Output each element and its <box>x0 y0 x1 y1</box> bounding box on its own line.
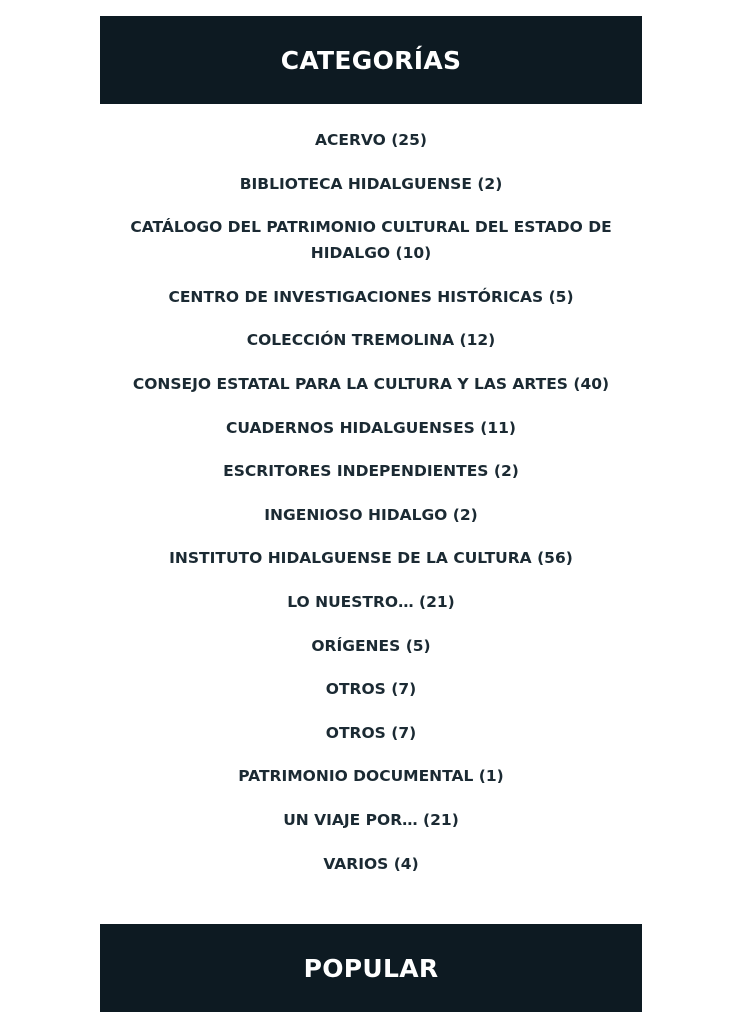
category-count: (21) <box>419 592 455 611</box>
category-label: ACERVO <box>315 131 386 149</box>
category-count: (2) <box>477 174 503 193</box>
popular-header <box>100 924 642 1012</box>
category-label: VARIOS <box>323 854 389 873</box>
category-count: (11) <box>480 418 516 437</box>
category-label: OTROS <box>325 680 386 699</box>
category-count: (12) <box>459 331 496 350</box>
category-label: LO NUESTRO… <box>287 592 414 611</box>
category-link[interactable] <box>120 798 622 842</box>
categories-title: CATEGORÍAS <box>280 45 462 75</box>
category-link[interactable] <box>120 580 622 624</box>
category-label: CENTRO DE INVESTIGACIONES HISTÓRICAS <box>168 287 544 306</box>
category-count: (7) <box>391 723 417 742</box>
category-label: INSTITUTO HIDALGUENSE DE LA CULTURA <box>169 549 532 568</box>
category-link[interactable] <box>120 493 622 537</box>
category-count: (2) <box>493 462 519 481</box>
category-label: INGENIOSO HIDALGO <box>264 505 448 524</box>
category-count: (21) <box>423 810 459 829</box>
category-count: (40) <box>573 374 610 393</box>
category-link[interactable] <box>120 162 622 206</box>
category-label: UN VIAJE POR… <box>283 810 418 829</box>
category-label: CUADERNOS HIDALGUENSES <box>226 418 475 437</box>
category-count: (5) <box>405 636 431 655</box>
category-count: (7) <box>391 680 417 699</box>
category-label: CONSEJO ESTATAL PARA LA CULTURA Y LAS ARTES <box>132 374 568 393</box>
category-link[interactable] <box>120 205 622 275</box>
category-count: (5) <box>548 287 574 306</box>
category-link[interactable] <box>120 362 622 406</box>
category-count: (25) <box>391 131 427 149</box>
category-link[interactable] <box>120 536 622 580</box>
category-label: BIBLIOTECA HIDALGUENSE <box>239 174 472 193</box>
category-label: ESCRITORES INDEPENDIENTES <box>223 462 489 481</box>
category-label: CATÁLOGO DEL PATRIMONIO CULTURAL DEL ESTADO DE HIDALGO <box>130 218 612 263</box>
category-label: PATRIMONIO DOCUMENTAL <box>238 767 474 786</box>
category-link[interactable] <box>120 754 622 798</box>
category-count: (2) <box>452 505 478 524</box>
category-count: (1) <box>478 767 504 786</box>
category-label: ORÍGENES <box>311 636 401 655</box>
category-list <box>120 118 622 885</box>
category-link[interactable] <box>120 842 622 886</box>
category-count: (56) <box>537 549 573 568</box>
category-link[interactable] <box>120 711 622 755</box>
category-link[interactable] <box>120 406 622 450</box>
category-link[interactable] <box>120 449 622 493</box>
category-link[interactable] <box>120 118 622 162</box>
category-count: (4) <box>393 854 419 873</box>
categories-header <box>100 16 642 104</box>
popular-title: POPULAR <box>303 953 439 983</box>
category-label: OTROS <box>325 723 386 742</box>
category-link[interactable] <box>120 318 622 362</box>
category-count: (10) <box>395 244 432 263</box>
category-link[interactable] <box>120 667 622 711</box>
category-link[interactable] <box>120 624 622 668</box>
category-label: COLECCIÓN TREMOLINA <box>246 331 455 350</box>
category-link[interactable] <box>120 275 622 319</box>
